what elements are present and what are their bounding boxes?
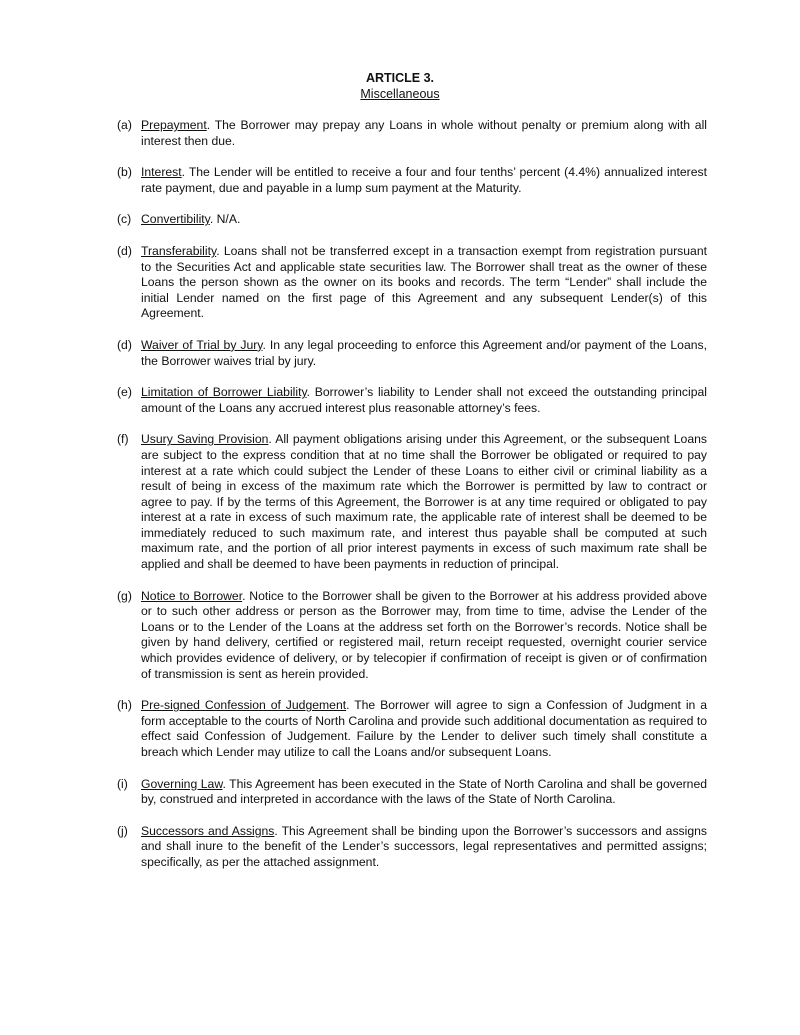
section-body: . The Borrower will agree to sign a Confession of Judgment in a form acceptable to the courts of North Carolina and provide such additional documentation as required to effect said Confession of Judgement. Failure by the Lender to deliver such timely shall constitute a breach which Lender may utilize to call the Loans and/or subsequent Loans. (141, 698, 707, 759)
section-heading: Interest (141, 165, 182, 180)
section-prepayment (117, 118, 707, 149)
section-heading: Notice to Borrower (141, 588, 243, 603)
section-letter: (f) (117, 432, 129, 447)
section-letter: (j) (117, 823, 128, 838)
section-notice-to-borrower (117, 589, 707, 683)
section-heading: Convertibility (141, 212, 210, 227)
section-interest (117, 165, 707, 196)
section-letter: (e) (117, 385, 132, 400)
section-heading: Successors and Assigns (141, 823, 275, 838)
section-letter: (i) (117, 776, 128, 791)
section-letter: (c) (117, 212, 132, 227)
section-heading: Transferability (141, 243, 217, 258)
section-borrower-liability (117, 385, 707, 416)
section-letter: (b) (117, 165, 132, 180)
section-letter: (h) (117, 698, 132, 713)
section-heading: Prepayment (141, 118, 207, 132)
section-convertibility (117, 212, 707, 228)
section-confession-of-judgement (117, 698, 707, 760)
section-body: . Loans shall not be transferred except in a transaction exempt from registration pursuant to the Securities Act and applicable state securities law. The Borrower shall treat as the owner of these Loans the person shown as the owner on its books and records. The term “Lender” shall include the initial Lender named on the first page of this Agreement and any subsequent Lender(s) of this Agreement. (141, 243, 707, 321)
section-body: . In any legal proceeding to enforce this Agreement and/or payment of the Loans, the Borrower waives trial by jury. (141, 337, 707, 368)
section-heading: Limitation of Borrower Liability (141, 385, 307, 400)
section-letter: (d) (117, 243, 132, 258)
article-title: ARTICLE 3. (365, 71, 435, 85)
section-letter: (g) (117, 588, 132, 603)
sections-list (117, 118, 707, 887)
section-usury-saving (117, 432, 707, 572)
section-letter: (a) (117, 118, 132, 132)
section-transferability (117, 244, 707, 322)
section-letter: (d) (117, 337, 132, 352)
article-header (0, 70, 800, 102)
section-successors-and-assigns (117, 824, 707, 871)
section-heading: Usury Saving Provision (141, 432, 269, 447)
section-body: . This Agreement shall be binding upon the Borrower’s successors and assigns and shall inure to the benefit of the Lender’s successors, legal representatives and permitted assigns; specifically, as per the attached assignment. (141, 823, 707, 869)
section-body: . The Lender will be entitled to receive a four and four tenths’ percent (4.4%) annualized interest rate payment, due and payable in a lump sum payment at the Maturity. (141, 165, 707, 195)
section-body: . N/A. (209, 212, 241, 227)
section-body: . Borrower’s liability to Lender shall not exceed the outstanding principal amount of the Loans any accrued interest plus reasonable attorney’s fees. (141, 385, 707, 415)
section-governing-law (117, 777, 707, 808)
section-body: . Notice to the Borrower shall be given to the Borrower at his address provided above or to such other address or person as the Borrower may, from time to time, advise the Lender of the Loans or to the Lender of the Loans at the address set forth on the Borrower’s records. Notice shall be given by hand delivery, certified or registered mail, return receipt requested, overnight courier service which provides evidence of delivery, or by telecopier if confirmation of receipt is given or of confirmation of transmission is sent as herein provided. (141, 588, 707, 681)
section-heading: Waiver of Trial by Jury (141, 337, 263, 352)
article-subtitle: Miscellaneous (360, 87, 440, 101)
section-heading: Pre-signed Confession of Judgement (141, 698, 347, 713)
section-body: . The Borrower may prepay any Loans in whole without penalty or premium along with all interest then due. (141, 118, 707, 148)
section-heading: Governing Law (141, 776, 223, 791)
section-body: . This Agreement has been executed in the State of North Carolina and shall be governed by, construed and interpreted in accordance with the laws of the State of North Carolina. (141, 776, 707, 807)
section-body: . All payment obligations arising under this Agreement, or the subsequent Loans are subject to the express condition that at no time shall the Borrower be obligated or required to pay interest at a rate which could subject the Lender of these Loans to either civil or criminal liability as a result of being in excess of the maximum rate which the Borrower is permitted by law to contract or agree to pay. If by the terms of this Agreement, the Borrower is at any time required or obligated to pay interest at a rate in excess of such maximum rate, the applicable rate of interest shall be deemed to be immediately reduced to such maximum rate, and interest thus payable shall be computed at such maximum rate, and the portion of all prior interest payments in excess of such maximum rate shall be applied and shall be deemed to have been payments in reduction of principal. (141, 432, 707, 572)
section-waiver-of-trial (117, 338, 707, 369)
